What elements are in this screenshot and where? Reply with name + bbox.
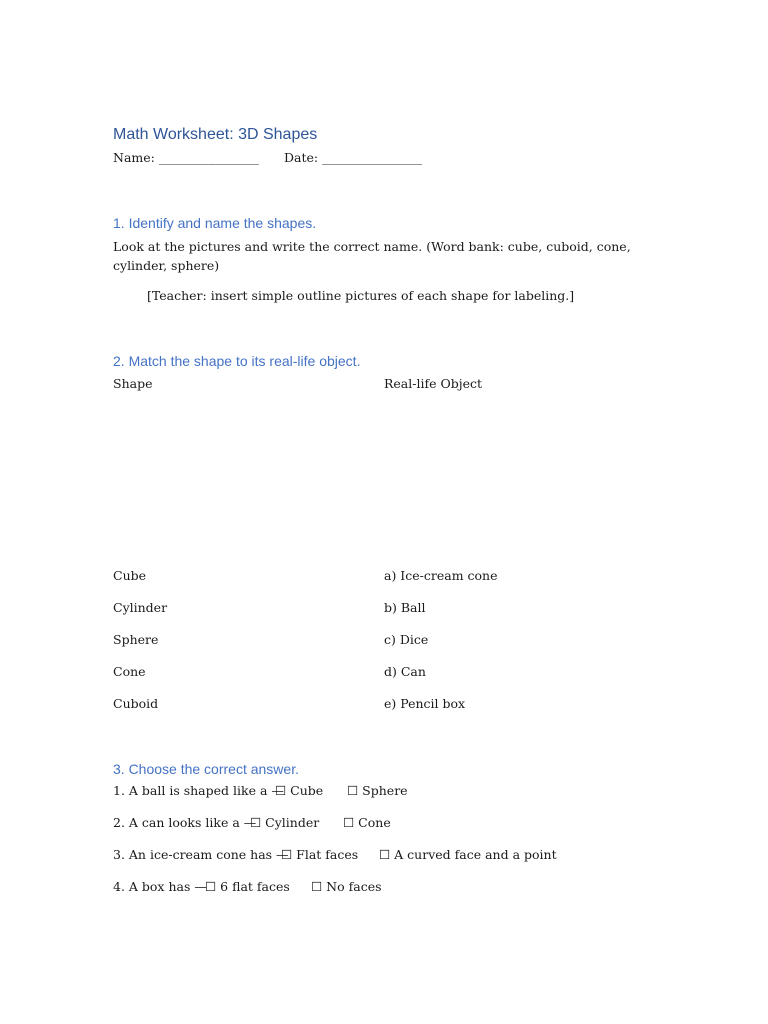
match-object-a: a) Ice-cream cone (384, 568, 498, 583)
teacher-note: [Teacher: insert simple outline pictures of each shape for labeling.] (147, 288, 575, 303)
match-object-c: c) Dice (384, 632, 429, 647)
section-1-heading: 1. Identify and name the shapes. (113, 215, 317, 231)
question-1-option-sphere[interactable]: ☐ Sphere (347, 783, 408, 798)
question-1-option-cube[interactable]: ☐ Cube (275, 783, 324, 798)
question-4-prompt: 4. A box has — (113, 879, 207, 894)
match-object-e: e) Pencil box (384, 696, 466, 711)
section-1-instructions: Look at the pictures and write the correct name. (Word bank: cube, cuboid, cone, cylinder, sphere) (113, 239, 631, 273)
question-4-option-six-faces[interactable]: ☐ 6 flat faces (205, 879, 290, 894)
match-object-b: b) Ball (384, 600, 426, 615)
page-title: Math Worksheet: 3D Shapes (113, 126, 318, 143)
question-3-option-curved-face[interactable]: ☐ A curved face and a point (379, 847, 557, 862)
match-shape-cube: Cube (113, 568, 147, 583)
question-2-prompt: 2. A can looks like a — (113, 815, 257, 830)
match-object-d: d) Can (384, 664, 426, 679)
question-2-option-cylinder[interactable]: ☐ Cylinder (250, 815, 320, 830)
match-shape-sphere: Sphere (113, 632, 159, 647)
name-field[interactable]: Name: ________________ (113, 150, 259, 165)
column-header-shape: Shape (113, 376, 153, 391)
question-3-prompt: 3. An ice-cream cone has — (113, 847, 289, 862)
match-shape-cone: Cone (113, 664, 146, 679)
match-shape-cuboid: Cuboid (113, 696, 159, 711)
question-2-option-cone[interactable]: ☐ Cone (343, 815, 391, 830)
section-3-heading: 3. Choose the correct answer. (113, 761, 299, 777)
question-3-option-flat-faces[interactable]: ☐ Flat faces (281, 847, 359, 862)
question-4-option-no-faces[interactable]: ☐ No faces (311, 879, 382, 894)
column-header-object: Real-life Object (384, 376, 483, 391)
section-2-heading: 2. Match the shape to its real-life object. (113, 353, 361, 369)
question-1-prompt: 1. A ball is shaped like a — (113, 783, 284, 798)
match-shape-cylinder: Cylinder (113, 600, 168, 615)
date-field[interactable]: Date: ________________ (284, 150, 423, 165)
